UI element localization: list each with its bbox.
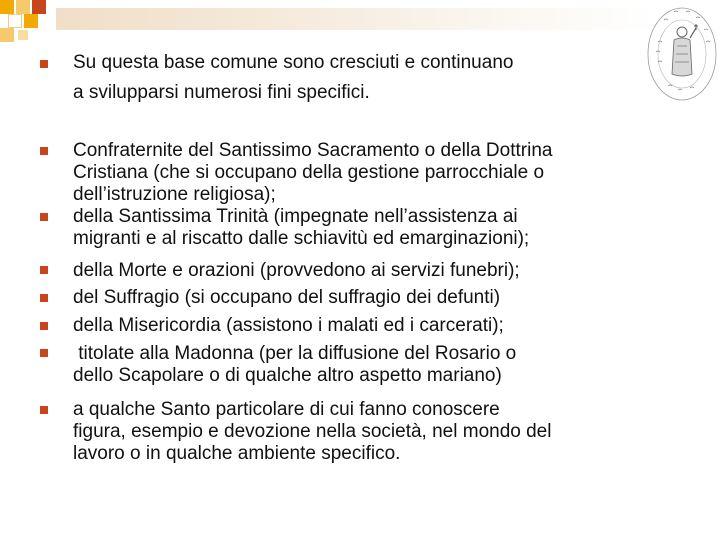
list-item-line: della Santissima Trinità (impegnate nell’assistenza ai xyxy=(73,206,518,227)
corner-square xyxy=(8,14,22,28)
corner-square xyxy=(32,0,46,14)
header-bar xyxy=(56,8,656,30)
list-item-line: della Morte e orazioni (provvedono ai servizi funebri); xyxy=(73,260,520,281)
list-item-line: dell’istruzione religiosa); xyxy=(73,184,276,205)
list-item-line: Confraternite del Santissimo Sacramento o della Dottrina xyxy=(73,140,553,161)
corner-square xyxy=(0,28,14,42)
bullet-icon xyxy=(40,266,48,274)
list-item-line: migranti e al riscatto dalle schiavitù ed emarginazioni); xyxy=(73,228,530,249)
list-item-line: della Misericordia (assistono i malati ed i carcerati); xyxy=(73,315,504,336)
bullet-icon xyxy=(40,349,48,357)
bullet-icon xyxy=(40,147,48,155)
intro-line: a svilupparsi numerosi fini specifici. xyxy=(73,82,370,103)
corner-square xyxy=(18,30,28,40)
list-item-line: lavoro o in qualche ambiente specifico. xyxy=(73,443,401,464)
bullet-icon xyxy=(40,60,48,68)
list-item-line: figura, esempio e devozione nella società, nel mondo del xyxy=(73,421,552,442)
seal-logo-icon xyxy=(644,2,720,102)
bullet-icon xyxy=(40,406,48,414)
bullet-icon xyxy=(40,213,48,221)
list-item-line: a qualche Santo particolare di cui fanno conoscere xyxy=(73,399,500,420)
corner-decoration xyxy=(0,0,60,44)
bullet-icon xyxy=(40,294,48,302)
list-item-line: dello Scapolare o di qualche altro aspetto mariano) xyxy=(73,365,502,386)
corner-square xyxy=(24,14,38,28)
corner-square xyxy=(16,0,30,14)
intro-line: Su questa base comune sono cresciuti e continuano xyxy=(73,52,514,73)
corner-square xyxy=(0,0,14,14)
list-item-line: titolate alla Madonna (per la diffusione del Rosario o xyxy=(73,343,517,364)
list-item-line: Cristiana (che si occupano della gestione parrocchiale o xyxy=(73,162,545,183)
list-item-line: del Suffragio (si occupano del suffragio dei defunti) xyxy=(73,287,501,308)
bullet-icon xyxy=(40,322,48,330)
